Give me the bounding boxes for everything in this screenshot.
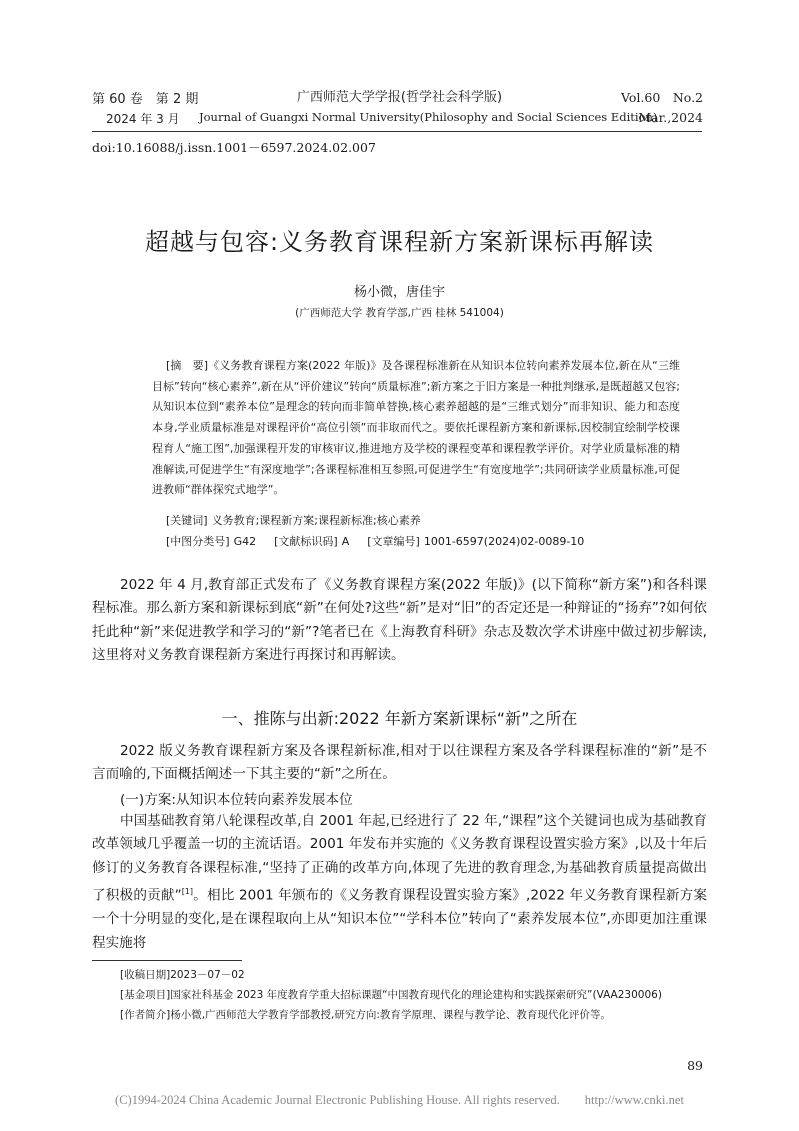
page-number: 89 <box>687 1058 703 1073</box>
received-date: [收稿日期]2023－07－02 <box>120 969 245 981</box>
doc-code-value: A <box>341 535 350 548</box>
article-number-value: 1001-6597(2024)02-0089-10 <box>423 535 585 548</box>
footnotes <box>120 966 705 1024</box>
volume-issue: 第 60 卷 第 2 期 <box>92 92 199 107</box>
date-en: Mar.,2024 <box>638 110 703 125</box>
section-paragraph-1: 2022 版义务教育课程新方案及各课程新标准,相对于以往课程方案及各学科课程标准的“新”是不言而喻的,下面概括阐述一下其主要的“新”之所在。 <box>92 743 707 783</box>
intro-paragraph <box>92 574 707 668</box>
clc-value: G42 <box>233 535 257 548</box>
date-cn: 2024 年 3 月 <box>106 112 180 126</box>
keywords-label: [关键词] <box>166 514 208 527</box>
header-rule <box>92 131 702 132</box>
abstract-text: 《义务教育课程方案(2022 年版)》及各课程标准新在从知识本位转向素养发展本位,新在从“三维目标”转向“核心素养”,新在从“评价建议”转向“质量标准”;新方案之于旧方案是一种批判继承,是既超越又包容;从知识本位到“素养本位”是理念的转向而非简单替换,核心素养超越的是“三维式划分”而非知识、能力和态度本身,学业质量标准是对课程评价“高位引领”而非取而代之。要依托课程新方案和新课标,因校制宜绘制学校课程育人“施工图”,加强课程开发的审核审议,推进地方及学校的课程变革和课程教学评价。对学业质量标准的精准解读,可促进学生“有深度地学”;各课程标准相互参照,可促进学生“有宽度地学”;共同研读学业质量标准,可促进教师“群体探究式地学”。 <box>152 359 680 497</box>
classification-line <box>166 533 588 549</box>
abstract <box>152 356 680 501</box>
authors: 杨小微，唐佳宇 <box>353 285 445 300</box>
fund-project: [基金项目]国家社科基金 2023 年度教育学重大招标课题“中国教育现代化的理论建构和实践探索研究”(VAA230006) <box>120 989 662 1001</box>
citation-ref[interactable]: [1] <box>181 887 194 897</box>
section-paragraph-2 <box>92 810 707 955</box>
copyright-notice: (C)1994-2024 China Academic Journal Electronic Publishing House. All rights reserved. http://www.cnki.net <box>115 1093 684 1107</box>
affiliation: (广西师范大学 教育学部,广西 桂林 541004) <box>295 307 504 319</box>
section-body <box>92 740 707 787</box>
keywords <box>166 512 425 528</box>
intro-text: 2022 年 4 月,教育部正式发布了《义务教育课程方案(2022 年版)》(以下简称“新方案”)和各科课程标准。那么新方案和新课标到底“新”在何处?这些“新”是对“旧”的否定还是一种辩证的“扬弃”?如何依托此种“新”来促进教学和学习的“新”?笔者已在《上海教育科研》杂志及数次学术讲座中做过初步解读,这里将对义务教育课程新方案进行再探讨和再解读。 <box>92 577 707 664</box>
doc-code-label: [文献标识码] <box>274 535 338 548</box>
paragraph-2-text-a: 中国基础教育第八轮课程改革,自 2001 年起,已经进行了 22 年,“课程”这个关键词也成为基础教育改革领域几乎覆盖一切的主流话语。2001 年发布并实施的《义务教育课程设置实验方案》,以及十年后修订的义务教育各课程标准,“坚持了正确的改革方向,体现了先进的教育理念,为基础教育质量提高做出了积极的贡献” <box>92 813 707 904</box>
keywords-text: 义务教育;课程新方案;课程新标准;核心素养 <box>211 514 421 527</box>
clc-label: [中图分类号] <box>166 535 230 548</box>
journal-title-en: Journal of Guangxi Normal University(Philosophy and Social Sciences Edition) <box>199 110 658 124</box>
journal-title-cn: 广西师范大学学报(哲学社会科学版) <box>296 90 503 105</box>
section-heading: 一、推陈与出新:2022 年新方案新课标“新”之所在 <box>221 709 578 728</box>
article-title: 超越与包容:义务教育课程新方案新课标再解读 <box>144 228 655 256</box>
author-bio: [作者简介]杨小微,广西师范大学教育学部教授,研究方向:教育学原理、课程与教学论、教育现代化评价等。 <box>120 1009 611 1021</box>
doi[interactable]: doi:10.16088/j.issn.1001－6597.2024.02.007 <box>92 140 376 155</box>
subsection-heading: (一)方案:从知识本位转向素养发展本位 <box>120 792 353 808</box>
paragraph-2-text-b: 。相比 2001 年颁布的《义务教育课程设置实验方案》,2022 年义务教育课程新方案一个十分明显的变化,是在课程取向上从“知识本位”“学科本位”转向了“素养发展本位”,亦即更加注重课程实施将 <box>92 887 707 951</box>
volume-issue-en: Vol.60 No.2 <box>621 90 703 105</box>
section-body-2 <box>92 810 707 955</box>
article-number-label: [文章编号] <box>367 535 420 548</box>
footnote-rule <box>92 960 242 961</box>
abstract-label: [摘 要] <box>166 359 209 372</box>
